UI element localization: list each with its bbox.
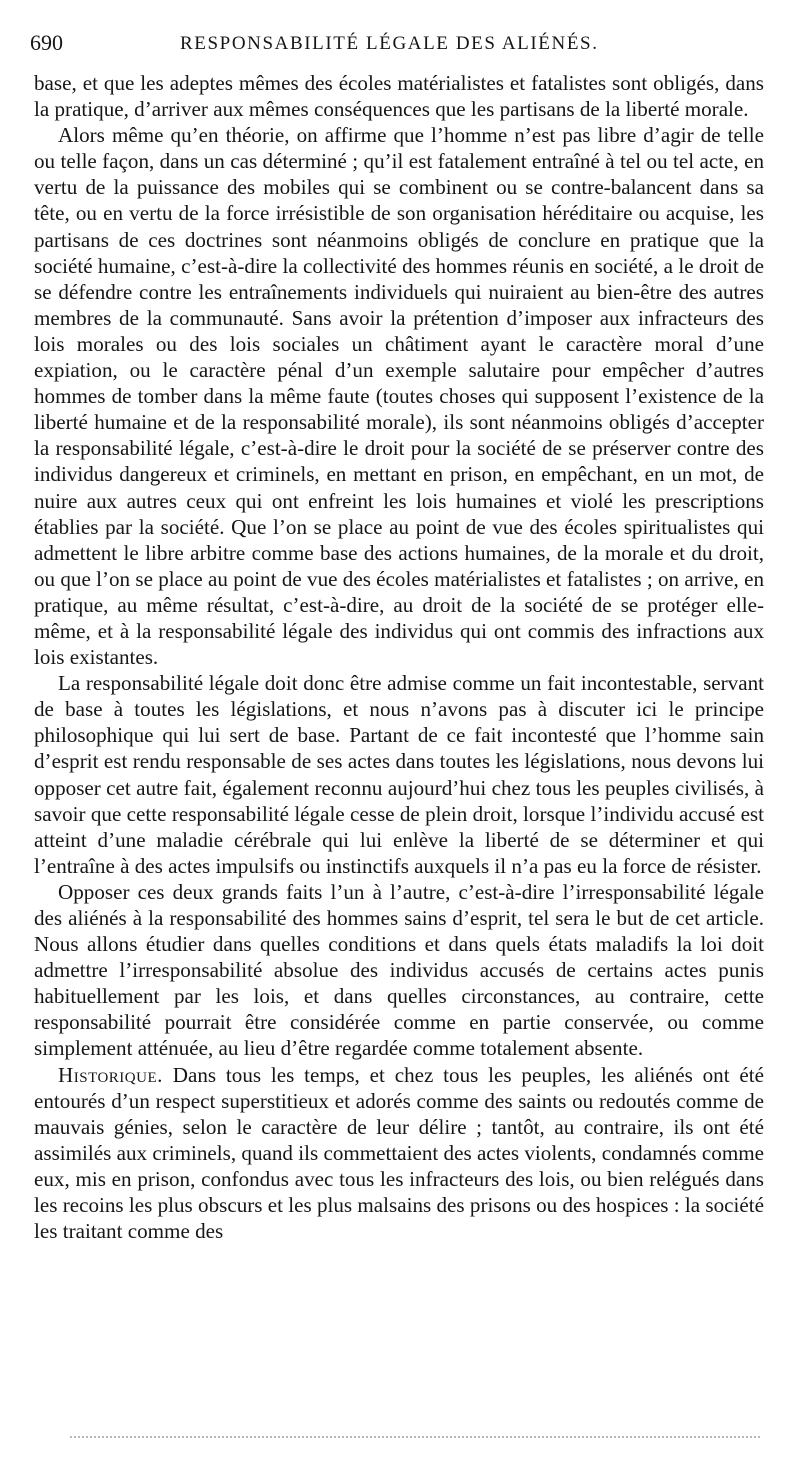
footer-bleed-line (70, 1436, 760, 1438)
paragraph-historique (34, 1062, 764, 1245)
section-heading: Historique. (58, 1062, 163, 1087)
paragraph-text: Dans tous les temps, et chez tous les peuples, les aliénés ont été entourés d’un respect superstitieux et adorés comme des saints ou redoutés comme de mauvais génies, selon le caractère de leur délire ; tantôt, au contraire, ils ont été assimilés aux criminels, quand ils commettaient des actes violents, condamnés comme eux, mis en prison, confondus avec tous les infracteurs des lois, ou bien relégués dans les recoins les plus obscurs et les plus malsains des prisons ou des hospices : la société les traitant comme des (34, 1062, 764, 1244)
paragraph-practical-conclusion (34, 122, 764, 670)
paragraph-text: Opposer ces deux grands faits l’un à l’autre, c’est-à-dire l’irresponsabilité légale des aliénés à la responsabilité des hommes sains d’esprit, tel sera le but de cet article. Nous allons étudier dans quelles conditions et dans quels états maladifs la loi doit admettre l’irresponsabilité absolue des individus accusés de certains actes punis habituellement par les lois, et dans quelles circonstances, au contraire, cette responsabilité pourrait être considérée comme en partie conservée, ou comme simplement atténuée, au lieu d’être regardée comme totalement absente. (34, 879, 764, 1061)
body-text (34, 70, 764, 1244)
paragraph-text: La responsabilité légale doit donc être admise comme un fait incontestable, servant de base à toutes les législations, et nous n’avons pas à discuter ici le principe philosophique qui lui sert de base. Partant de ce fait incontesté que l’homme sain d’esprit est rendu responsable de ses actes dans toutes les législations, nous devons lui opposer cet autre fait, également reconnu aujourd’hui chez tous les peuples civilisés, à savoir que cette responsabilité légale cesse de plein droit, lorsque l’individu accusé est atteint d’une maladie cérébrale qui lui enlève la liberté de se déterminer et qui l’entraîne à des actes impulsifs ou instinctifs auxquels il n’a pas eu la force de résister. (34, 671, 764, 878)
running-title: RESPONSABILITÉ LÉGALE DES ALIÉNÉS. (180, 33, 599, 54)
paragraph-text: Alors même qu’en théorie, on affirme que l’homme n’est pas libre d’agir de telle ou telle façon, dans un cas déterminé ; qu’il est fatalement entraîné à tel ou tel acte, en vertu de la puissance des mobiles qui se combinent ou se contre-balancent dans sa tête, ou en vertu de la force irrésistible de son organisation héréditaire ou acquise, les partisans de ces doctrines sont néanmoins obligés de conclure en pratique que la société humaine, c’est-à-dire la collectivité des hommes réunis en société, a le droit de se défendre contre les entraînements individuels qui nuiraient au bien-être des autres membres de la communauté. Sans avoir la prétention d’imposer aux infracteurs des lois morales ou des lois sociales un châtiment ayant le caractère moral d’une expiation, ou le caractère pénal d’un exemple salutaire pour empêcher d’autres hommes de tomber dans la même faute (toutes choses qui supposent l’existence de la liberté humaine et de la responsabilité morale), ils sont néanmoins obligés d’accepter la responsabilité légale, c’est-à-dire le droit pour la société de se préserver contre des individus dangereux et criminels, en mettant en prison, en empêchant, en un mot, de nuire aux autres ceux qui ont enfreint les lois humaines et violé les prescriptions établies par la société. Que l’on se place au point de vue des écoles spiritualistes qui admettent le libre arbitre comme base des actions humaines, de la morale et du droit, ou que l’on se place au point de vue des écoles matérialistes et fatalistes ; on arrive, en pratique, au même résultat, c’est-à-dire, au droit de la société de se protéger elle-même, et à la responsabilité légale des individus qui ont commis des infractions aux lois existantes. (34, 123, 764, 670)
paragraph-legal-responsibility (34, 670, 764, 879)
page-number: 690 (30, 30, 63, 55)
page-header (30, 30, 775, 60)
paragraph-continued (34, 70, 764, 122)
paragraph-text: base, et que les adeptes mêmes des écoles matérialistes et fatalistes sont obligés, dans la pratique, d’arriver aux mêmes conséquences que les partisans de la liberté morale. (34, 71, 764, 122)
paragraph-article-purpose (34, 879, 764, 1062)
